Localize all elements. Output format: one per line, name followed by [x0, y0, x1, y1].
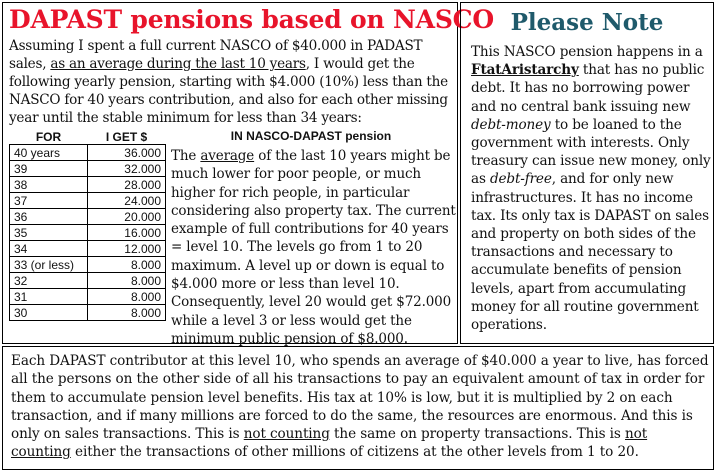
- cell-get: 12.000: [88, 241, 166, 257]
- table-row: [10, 257, 166, 273]
- intro-text-1: Assuming I spent a full current NASCO of $40.000 in PADAST sales,: [9, 38, 423, 72]
- cell-for: 40 years: [10, 145, 88, 161]
- cell-for: 36: [10, 209, 88, 225]
- note-text: [471, 43, 711, 334]
- header-get: I GET $: [105, 129, 148, 144]
- header-for: FOR: [35, 129, 62, 144]
- pension-table-body: [10, 145, 166, 321]
- table-row: [10, 273, 166, 289]
- intro-paragraph: [9, 37, 457, 127]
- intro-underlined: as an average during the last 10 years: [50, 56, 306, 72]
- explanation-part-1: The: [171, 148, 201, 164]
- bottom-text: [11, 352, 709, 462]
- cell-get: 8.000: [88, 289, 166, 305]
- cell-for: 35: [10, 225, 88, 241]
- table-row: [10, 225, 166, 241]
- page-title: DAPAST pensions based on NASCO: [9, 5, 494, 34]
- table-row: [10, 209, 166, 225]
- note-debt-free: debt-free: [489, 171, 552, 188]
- cell-get: 8.000: [88, 305, 166, 321]
- note-part-4: , and for only new infrastructures. It has no income tax. Its only tax is DAPAST on sales and property on both sides of the transactions and necessary to accumulate benefits of pension levels, apart from accumulating money for all routine government operations.: [471, 171, 709, 334]
- explanation-part-2: of the last 10 years might be much lower for poor people, or much higher for rich people, in particular considering also property tax. The current example of full contributions for 40 years = level 10. The levels go from 1 to 20 maximum. A level up or down is equal to $4.000 more or less than level 10. Consequently, level 20 would get $72.000 while a level 3 or less would get the minimum public pension of $8.000.: [171, 148, 456, 347]
- note-panel: [460, 2, 714, 344]
- explanation-text: [165, 144, 457, 348]
- cell-for: 33 (or less): [10, 257, 88, 273]
- note-part-3: to be loaned to the government with interests. Only treasury can issue new money, only as: [471, 116, 711, 188]
- table-row: [10, 161, 166, 177]
- cell-get: 8.000: [88, 257, 166, 273]
- cell-get: 8.000: [88, 273, 166, 289]
- table-row: [10, 145, 166, 161]
- cell-get: 36.000: [88, 145, 166, 161]
- cell-for: 37: [10, 193, 88, 209]
- note-debt-money: debt-money: [471, 116, 551, 133]
- explanation-box: [165, 129, 457, 348]
- bottom-part-2: the same on property transactions. This is: [329, 426, 626, 443]
- cell-for: 32: [10, 273, 88, 289]
- bottom-not-counting-1: not counting: [243, 426, 330, 443]
- bottom-panel: [2, 346, 714, 470]
- explanation-average: average: [200, 148, 255, 164]
- explanation-header: IN NASCO-DAPAST pension: [230, 129, 392, 143]
- table-row: [10, 305, 166, 321]
- table-row: [10, 177, 166, 193]
- note-part-2: that has no public debt. It has no borrowing power and no central bank issuing new: [471, 62, 705, 115]
- bottom-not-counting-2: not counting: [11, 426, 648, 461]
- note-title: Please Note: [510, 9, 664, 36]
- pension-table: [9, 129, 166, 321]
- cell-get: 16.000: [88, 225, 166, 241]
- cell-for: 34: [10, 241, 88, 257]
- bottom-part-3: either the transactions of other millions of citizens at the other levels from 1 to 20.: [70, 444, 639, 461]
- cell-for: 30: [10, 305, 88, 321]
- intro-text-2: , I would get the following yearly pension, starting with $4.000 (10%) less than the NASCO for 40 years contribution, and also for each other missing year until the stable minimum for less than 34 years:: [9, 56, 448, 126]
- table-row: [10, 289, 166, 305]
- cell-get: 28.000: [88, 177, 166, 193]
- cell-for: 39: [10, 161, 88, 177]
- table-row: [10, 193, 166, 209]
- cell-get: 32.000: [88, 161, 166, 177]
- cell-for: 31: [10, 289, 88, 305]
- note-ftat: FtatAristarchy: [471, 62, 579, 79]
- cell-for: 38: [10, 177, 88, 193]
- pension-panel: [2, 2, 494, 347]
- note-part-1: This NASCO pension happens in a: [471, 44, 703, 60]
- bottom-part-1: Each DAPAST contributor at this level 10, who spends an average of $40.000 a year to live, has forced all the persons on the other side of all his transactions to pay an equivalent amount of tax in order for them to accumulate pension level benefits. His tax at 10% is low, but it is multiplied by 2 on each transaction, and if many millions are forced to do the same, the resources are enormous. And this is only on sales transactions. This is: [11, 353, 709, 443]
- cell-get: 24.000: [88, 193, 166, 209]
- cell-get: 20.000: [88, 209, 166, 225]
- table-row: [10, 241, 166, 257]
